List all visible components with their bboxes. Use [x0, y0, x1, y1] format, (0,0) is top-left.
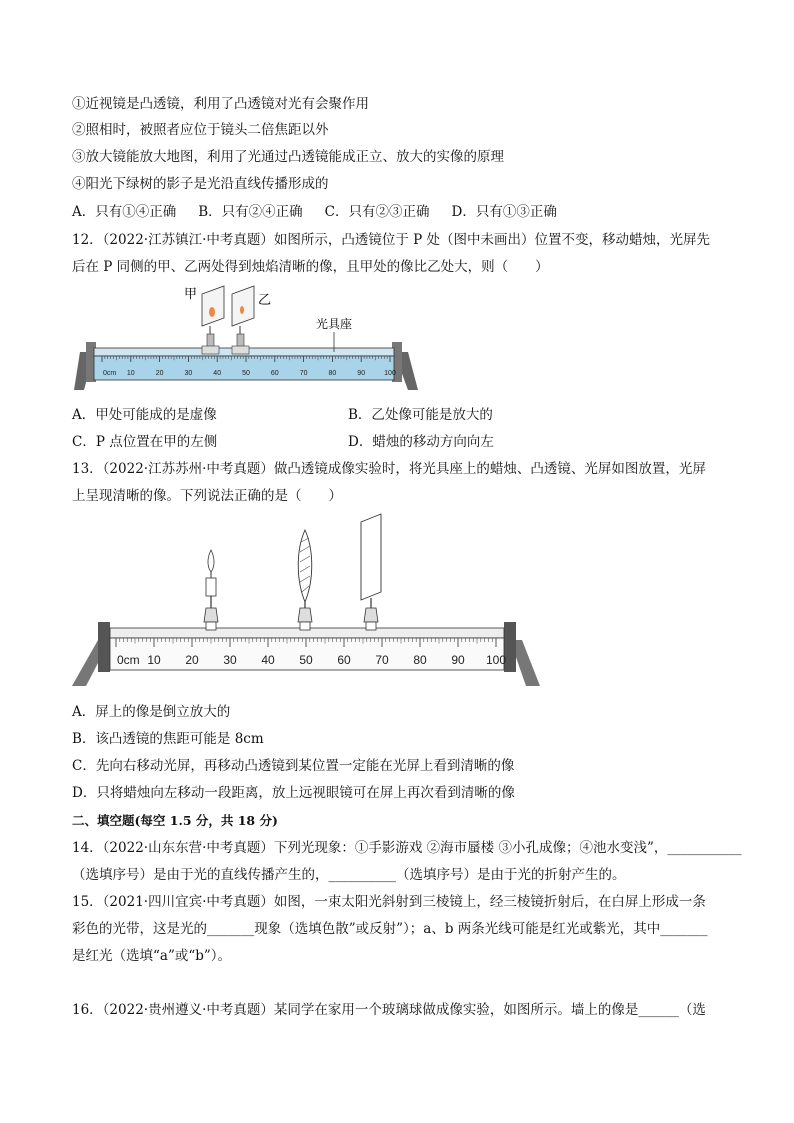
q13-stem-line-1: 13．（2022·江苏苏州·中考真题）做凸透镜成像实验时，将光具座上的蜡烛、凸透镜、光屏如图放置，光屏 [72, 461, 706, 477]
q11-statement-1: ①近视镜是凸透镜，利用了凸透镜对光有会聚作用 [72, 96, 369, 112]
flame-image-jia [209, 307, 215, 317]
section-heading-fill-in: 二、填空题(每空 1.5 分，共 18 分) [72, 813, 278, 828]
q15-stem-line-2: 彩色的光带，这是光的_______现象（选填色散”或反射”）；a、b 两条光线可能是红光或紫光，其中_______ [72, 921, 708, 937]
q12-option-b[interactable]: B．乙处像可能是放大的 [348, 407, 493, 423]
q12-scale-tick-label: 0cm [103, 370, 117, 377]
q15-stem-line-1: 15．（2021·四川宜宾·中考真题）如图，一束太阳光斜射到三棱镜上，经三棱镜折射后，在白屏上形成一条 [72, 894, 706, 910]
q11-statement-4: ④阳光下绿树的影子是光沿直线传播形成的 [72, 176, 329, 192]
flame-image-yi [240, 306, 244, 314]
q13-option-d[interactable]: D．只将蜡烛向左移动一段距离，放上远视眼镜可在屏上再次看到清晰的像 [72, 785, 515, 801]
q11-option-c[interactable]: C．只有②③正确 [324, 204, 430, 220]
q12-scale-tick-label: 40 [213, 370, 222, 377]
q13-scale-tick-label: 20 [185, 653, 199, 667]
q13-optical-bench-figure [72, 510, 542, 690]
q13-stem-line-2: 上呈现清晰的像。下列说法正确的是（ ） [72, 488, 342, 504]
q14-stem-line-1: 14．（2022·山东东营·中考真题）下列光现象：①手影游戏 ②海市蜃楼 ③小孔成像；④池水变浅”，___________ [72, 840, 742, 856]
label-jia: 甲 [184, 286, 198, 301]
q11-options [72, 202, 557, 222]
q12-scale-tick-label: 70 [299, 370, 308, 377]
q11-statement-3: ③放大镜能放大地图，利用了光通过凸透镜能成正立、放大的实像的原理 [72, 149, 504, 165]
q13-scale-tick-label: 100 [485, 653, 507, 667]
q16-stem-line-1: 16．（2022·贵州遵义·中考真题）某同学在家用一个玻璃球做成像实验，如图所示。墙上的像是______（选 [72, 1002, 706, 1018]
q12-scale-tick-label: 20 [155, 370, 164, 377]
q12-stem-line-2: 后在 P 同侧的甲、乙两处得到烛焰清晰的像，且甲处的像比乙处大，则（ ） [72, 259, 549, 275]
q11-statement-2: ②照相时，被照者应位于镜头二倍焦距以外 [72, 122, 329, 138]
q12-scale-tick-label: 10 [126, 370, 135, 377]
q14-stem-line-2: （选填序号）是由于光的直线传播产生的，__________（选填序号）是由于光的折射产生的。 [72, 867, 626, 883]
bench-left-post [98, 622, 110, 672]
screen-yi [232, 286, 254, 326]
q13-scale-tick-label: 90 [451, 653, 465, 667]
q13-scale-tick-label: 60 [337, 653, 351, 667]
q11-option-b[interactable]: B．只有②④正确 [198, 204, 303, 220]
q13-scale-tick-label: 80 [413, 653, 427, 667]
q13-scale-tick-label: 10 [147, 653, 161, 667]
label-yi: 乙 [258, 292, 272, 307]
q13-scale-tick-label: 30 [223, 653, 237, 667]
q12-option-c[interactable]: C．P 点位置在甲的左侧 [72, 434, 218, 450]
convex-lens [298, 530, 312, 630]
q12-scale-tick-label: 60 [270, 370, 279, 377]
q12-scale-tick-label: 90 [357, 370, 366, 377]
q13-scale-tick-label: 40 [261, 653, 275, 667]
label-optical-bench: 光具座 [316, 317, 353, 331]
candle [204, 550, 218, 630]
q12-optical-bench-figure [72, 282, 432, 394]
q13-scale-tick-label: 0cm [117, 653, 140, 667]
q11-option-a[interactable]: A．只有①④正确 [72, 204, 177, 220]
holder-yi-base [232, 346, 249, 354]
q12-option-d[interactable]: D．蜡烛的移动方向向左 [348, 434, 494, 450]
q13-option-c[interactable]: C．先向右移动光屏，再移动凸透镜到某位置一定能在光屏上看到清晰的像 [72, 758, 515, 774]
q11-option-d[interactable]: D．只有①③正确 [451, 204, 557, 220]
holder-jia-base [202, 346, 219, 354]
q13-scale-tick-label: 70 [375, 653, 389, 667]
q15-stem-line-3: 是红光（选填“a”或“b”）。 [72, 948, 232, 964]
q12-scale-tick-label: 50 [242, 370, 250, 377]
q13-option-b[interactable]: B．该凸透镜的焦距可能是 8cm [72, 731, 264, 747]
q12-option-a[interactable]: A．甲处可能成的是虚像 [72, 407, 217, 423]
q12-scale-tick-label: 80 [328, 370, 337, 377]
q12-scale-tick-label: 100 [384, 370, 396, 377]
light-screen [361, 514, 381, 630]
q12-scale-tick-label: 30 [184, 370, 193, 377]
screen-jia [202, 286, 224, 326]
q13-option-a[interactable]: A．屏上的像是倒立放大的 [72, 704, 231, 720]
q13-scale-tick-label: 50 [299, 653, 313, 667]
q12-stem-line-1: 12．（2022·江苏镇江·中考真题）如图所示，凸透镜位于 P 处（图中未画出）位置不变，移动蜡烛，光屏先 [72, 232, 711, 248]
